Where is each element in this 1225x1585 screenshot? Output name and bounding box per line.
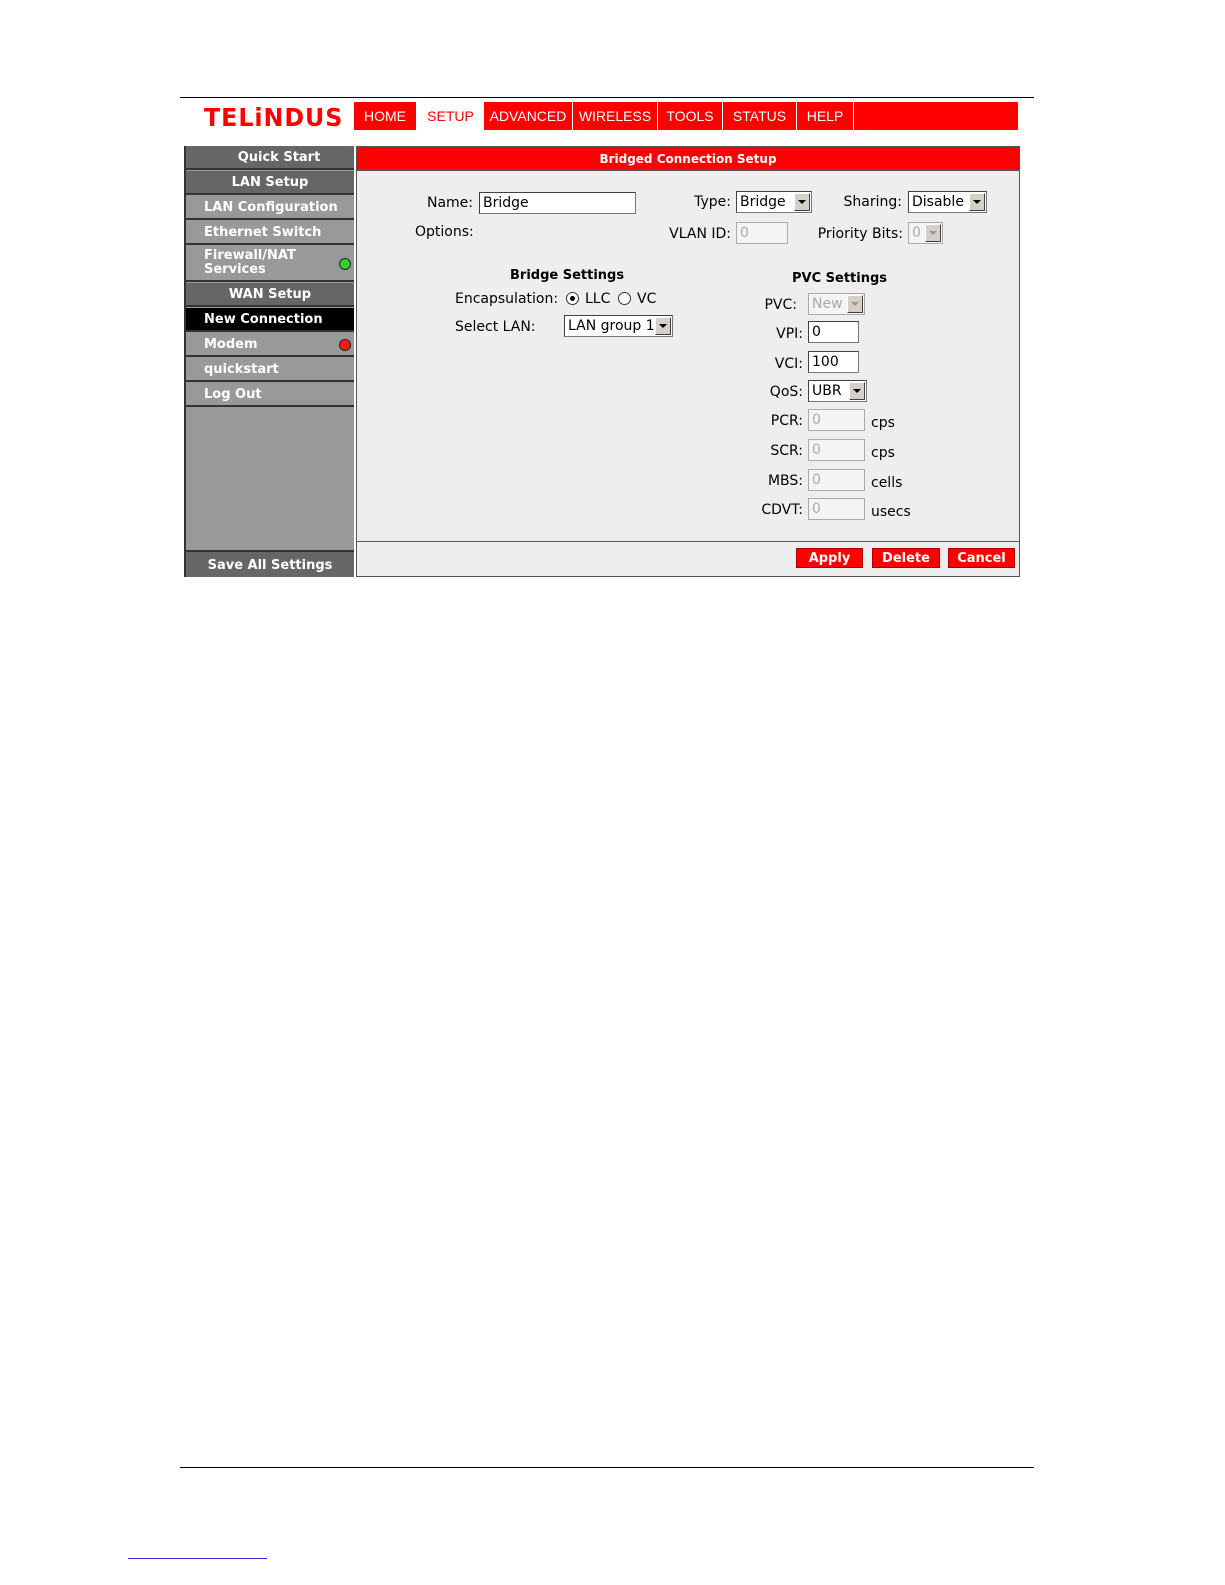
sharing-select-value: Disable	[912, 194, 964, 210]
sidebar-section-lan-setup[interactable]: LAN Setup	[186, 171, 354, 195]
options-label: Options:	[415, 224, 474, 240]
qos-select[interactable]	[808, 380, 867, 402]
tab-tools[interactable]: TOOLS	[658, 102, 723, 130]
cdvt-unit: usecs	[871, 504, 911, 520]
qos-label: QoS:	[769, 384, 803, 400]
sidebar-item-ethernet-switch[interactable]: Ethernet Switch	[186, 221, 354, 245]
tab-home[interactable]: HOME	[354, 102, 417, 130]
scr-input[interactable]: 0	[808, 439, 865, 461]
chevron-down-icon	[847, 295, 863, 313]
vci-input[interactable]: 100	[808, 351, 859, 373]
select-lan-value: LAN group 1	[568, 318, 655, 334]
chevron-down-icon	[849, 382, 865, 400]
name-input[interactable]: Bridge	[479, 192, 636, 214]
mbs-input[interactable]: 0	[808, 469, 865, 491]
pvc-settings-heading: PVC Settings	[792, 271, 888, 286]
tab-wireless[interactable]: WIRELESS	[573, 102, 658, 130]
cdvt-input[interactable]: 0	[808, 498, 865, 520]
pcr-label: PCR:	[770, 413, 803, 429]
panel-title: Bridged Connection Setup	[357, 147, 1019, 171]
footer-link-underline	[128, 1558, 267, 1559]
delete-button[interactable]: Delete	[872, 548, 940, 568]
pcr-unit: cps	[871, 415, 895, 431]
name-label: Name:	[426, 195, 473, 211]
status-dot-red-icon	[339, 339, 351, 351]
panel-footer	[357, 541, 1019, 577]
qos-select-value: UBR	[812, 383, 842, 399]
save-all-settings-button[interactable]: Save All Settings	[186, 550, 354, 577]
scr-label: SCR:	[770, 443, 803, 459]
sidebar-item-lan-configuration[interactable]: LAN Configuration	[186, 196, 354, 220]
chevron-down-icon	[969, 193, 985, 211]
vpi-label: VPI:	[776, 326, 803, 342]
encapsulation-llc-label: LLC	[585, 291, 611, 307]
sidebar	[184, 146, 354, 577]
sharing-label: Sharing:	[843, 194, 902, 210]
sidebar-section-wan-setup[interactable]: WAN Setup	[186, 283, 354, 307]
pvc-label: PVC:	[764, 297, 797, 313]
apply-button[interactable]: Apply	[796, 548, 863, 568]
priority-bits-value: 0	[912, 225, 921, 241]
select-lan-label: Select LAN:	[455, 319, 536, 335]
sidebar-item-quick-start[interactable]: Quick Start	[186, 146, 354, 170]
type-label: Type:	[694, 194, 731, 210]
top-nav	[354, 102, 1018, 130]
tab-advanced[interactable]: ADVANCED	[484, 102, 573, 130]
cancel-button[interactable]: Cancel	[948, 548, 1015, 568]
sharing-select[interactable]	[908, 191, 987, 213]
connection-panel	[356, 146, 1020, 577]
mbs-unit: cells	[871, 475, 903, 491]
tab-help[interactable]: HELP	[797, 102, 854, 130]
sidebar-item-firewall-nat[interactable]	[186, 246, 354, 282]
tab-status[interactable]: STATUS	[723, 102, 797, 130]
telindus-logo: TELiNDUS	[204, 103, 344, 132]
bottom-rule	[180, 1467, 1034, 1468]
mbs-label: MBS:	[767, 473, 803, 489]
vlan-id-label: VLAN ID:	[669, 226, 731, 242]
sidebar-item-log-out[interactable]: Log Out	[186, 383, 354, 407]
sidebar-item-modem[interactable]	[186, 333, 354, 357]
chevron-down-icon	[655, 317, 671, 335]
type-select[interactable]	[736, 191, 812, 213]
priority-bits-label: Priority Bits:	[817, 226, 903, 242]
priority-bits-select[interactable]	[908, 222, 943, 244]
type-select-value: Bridge	[740, 194, 786, 210]
chevron-down-icon	[794, 193, 810, 211]
tab-setup[interactable]: SETUP	[417, 102, 484, 130]
pvc-select[interactable]	[808, 293, 865, 315]
vlan-id-input[interactable]: 0	[736, 222, 788, 244]
cdvt-label: CDVT:	[761, 502, 803, 518]
encapsulation-vc-radio[interactable]	[618, 292, 631, 305]
sidebar-item-firewall-line2: Services	[204, 262, 266, 277]
pvc-select-value: New	[812, 296, 843, 312]
encapsulation-vc-label: VC	[637, 291, 657, 307]
status-dot-green-icon	[339, 258, 351, 270]
pcr-input[interactable]: 0	[808, 409, 865, 431]
vci-label: VCI:	[774, 356, 803, 372]
sidebar-item-quickstart[interactable]: quickstart	[186, 358, 354, 382]
scr-unit: cps	[871, 445, 895, 461]
sidebar-item-firewall-line1: Firewall/NAT	[204, 248, 296, 263]
encapsulation-label: Encapsulation:	[455, 291, 559, 307]
select-lan-select[interactable]	[564, 315, 673, 337]
sidebar-item-new-connection[interactable]: New Connection	[186, 308, 354, 332]
top-rule	[180, 97, 1034, 98]
sidebar-item-modem-label: Modem	[204, 337, 258, 352]
encapsulation-llc-radio[interactable]	[566, 292, 579, 305]
chevron-down-icon	[925, 224, 941, 242]
bridge-settings-heading: Bridge Settings	[510, 268, 625, 283]
vpi-input[interactable]: 0	[808, 321, 859, 343]
